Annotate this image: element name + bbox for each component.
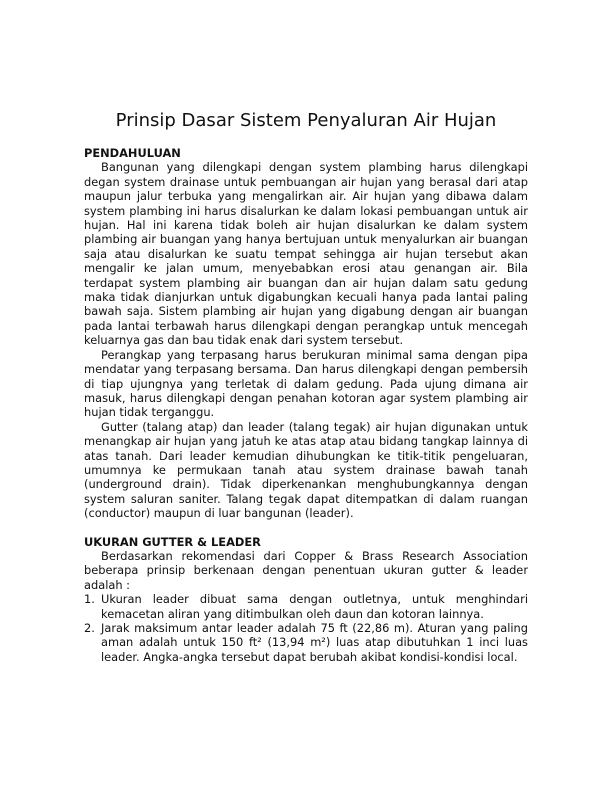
section-heading: PENDAHULUAN	[84, 146, 181, 160]
list-item-text: Ukuran leader dibuat sama dengan outletnya, untuk menghindari kemacetan aliran yang ditimbulkan oleh daun dan kotoran lainnya.	[101, 592, 528, 621]
document-body	[84, 146, 528, 664]
section-pendahuluan	[84, 146, 528, 521]
numbered-list	[84, 592, 528, 664]
section-ukuran-gutter-leader	[84, 535, 528, 665]
section-heading: UKURAN GUTTER & LEADER	[84, 534, 261, 549]
list-item	[84, 621, 528, 664]
document-title: Prinsip Dasar Sistem Penyaluran Air Hujan	[115, 110, 497, 131]
list-item-number: 1.	[84, 592, 95, 607]
list-item-number: 2.	[84, 621, 95, 635]
paragraph: Berdasarkan rekomendasi dari Copper & Brass Research Association beberapa prinsip berkenaan dengan penentuan ukuran gutter & leader adalah :	[84, 548, 528, 592]
section-spacer	[84, 521, 528, 535]
paragraph: Bangunan yang dilengkapi dengan system plambing harus dilengkapi degan system drainase untuk pembuangan air hujan yang berasal dari atap maupun jalur terbuka yang mengalirkan air. Air hujan yang dibawa dalam system plambing ini harus disalurkan ke dalam lokasi pembuangan untuk air hujan. Hal ini karena tidak boleh air hujan disalurkan ke dalam system plambing air buangan yang hanya bertujuan untuk menyalurkan air buangan saja atau disalurkan ke suatu tempat sehingga air hujan tersebut akan mengalir ke jalan umum, menyebabkan erosi atau genangan air. Bila terdapat system plambing air buangan dan air hujan dalam satu gedung maka tidak dianjurkan untuk digabungkan kecuali hanya pada lantai paling bawah saja. Sistem plambing air hujan yang digabung dengan air buangan pada lantai terbawah harus dilengkapi dengan perangkap untuk mencegah keluarnya gas dan bau tidak enak dari system tersebut.	[84, 160, 528, 348]
list-item	[84, 592, 528, 621]
paragraph: Gutter (talang atap) dan leader (talang tegak) air hujan digunakan untuk menangkap air hujan yang jatuh ke atas atap atau bidang tangkap lainnya di atas tanah. Dari leader kemudian dihubungkan ke titik-titik pengeluaran, umumnya ke permukaan tanah atau system drainase bawah tanah (underground drain). Tidak diperkenankan menghubungkannya dengan system saluran saniter. Talang tegak dapat ditempatkan di dalam ruangan (conductor) maupun di luar bangunan (leader).	[84, 419, 528, 521]
list-item-text: Jarak maksimum antar leader adalah 75 ft (22,86 m). Aturan yang paling aman adalah untuk 150 ft² (13,94 m²) luas atap dibutuhkan 1 inci luas leader. Angka-angka tersebut dapat berubah akibat kondisi-kondisi local.	[101, 621, 528, 664]
paragraph: Perangkap yang terpasang harus berukuran minimal sama dengan pipa mendatar yang terpasang bersama. Dan harus dilengkapi dengan pembersih di tiap ujungnya yang terletak di dalam gedung. Pada ujung dimana air masuk, harus dilengkapi dengan penahan kotoran agar system plambing air hujan tidak terganggu.	[84, 347, 528, 420]
